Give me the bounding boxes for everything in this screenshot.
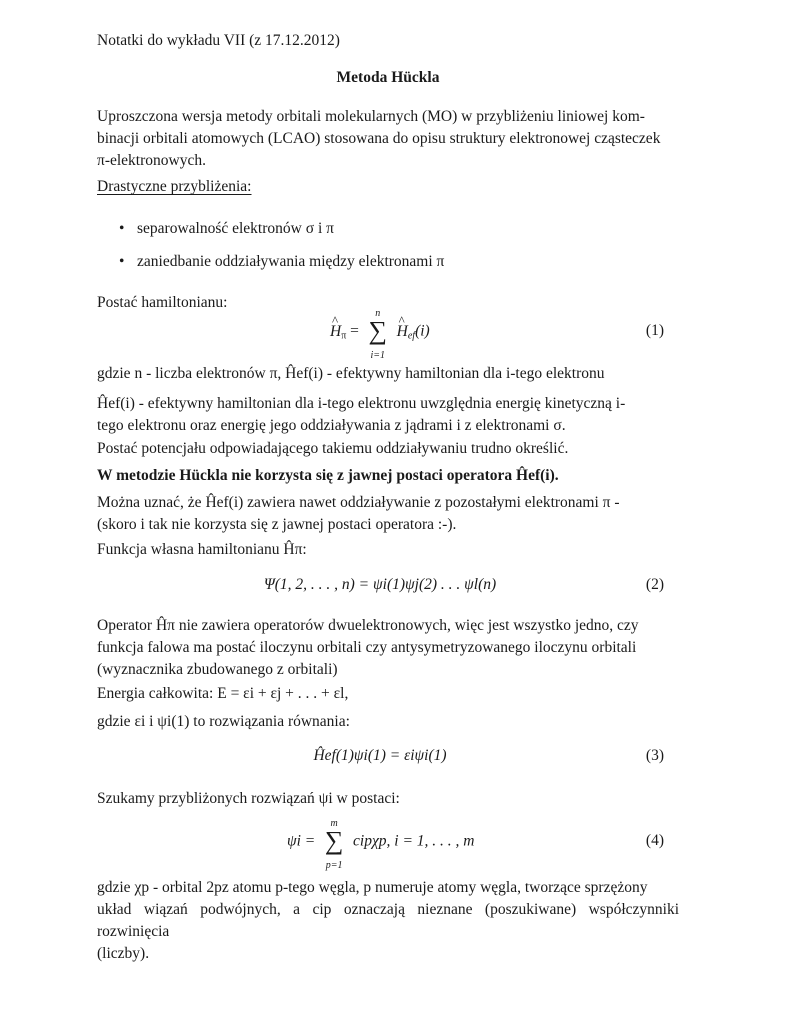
eq1-lhs: ^ H — [330, 321, 341, 343]
equation-4 — [287, 818, 475, 871]
approximations-heading: Drastyczne przybliżenia: — [97, 178, 252, 195]
lecture-header: Notatki do wykładu VII (z 17.12.2012) — [97, 32, 340, 49]
equation-4-number: (4) — [645, 832, 664, 849]
operator-note-line: (wyznacznika zbudowanego z orbitali) — [97, 661, 338, 678]
where-1: gdzie n - liczba elektronów π, Ĥef(i) - efektywny hamiltonian dla i-tego elektronu — [97, 365, 605, 382]
bullet-text: separowalność elektronów σ i π — [137, 220, 334, 237]
equation-3: Ĥef(1)ψi(1) = εiψi(1) — [313, 747, 447, 764]
sigma-icon: ∑ — [368, 316, 388, 345]
equation-3-number: (3) — [645, 747, 664, 764]
hamiltonian-label: Postać hamiltonianu: — [97, 294, 228, 311]
final-line: układ wiązań podwójnych, a cip oznaczają nieznane (poszukiwane) współczynniki rozwinięcia — [97, 901, 679, 940]
equation-1-number: (1) — [645, 322, 664, 339]
final-line: gdzie χp - orbital 2pz atomu p-tego węgla, p numeruje atomy węgla, tworzące sprzężony — [97, 879, 648, 896]
can-assume-paragraph — [97, 492, 679, 536]
intro-line: π-elektronowych. — [97, 152, 206, 169]
eq1-equals: = — [350, 322, 359, 340]
intro-line: binacji orbitali atomowych (LCAO) stosowana do opisu struktury elektronowej cząsteczek — [97, 130, 661, 147]
eq4-lhs: ψi = — [287, 832, 316, 850]
sum-lower-limit: i=1 — [370, 350, 386, 361]
intro-line: Uproszczona wersja metody orbitali molekularnych (MO) w przybliżeniu liniowej kom- — [97, 108, 645, 125]
final-paragraph — [97, 877, 679, 965]
operator-note-line: funkcja falowa ma postać iloczynu orbitali czy antysymetryzowanego iloczynu orbitali — [97, 639, 637, 656]
operator-note-line: Operator Ĥπ nie zawiera operatorów dwuelektronowych, więc jest wszystko jedno, czy — [97, 617, 639, 634]
search-label: Szukamy przybliżonych rozwiązań ψi w postaci: — [97, 790, 400, 807]
bold-statement: W metodzie Hückla nie korzysta się z jawnej postaci operatora Ĥef(i). — [97, 467, 559, 484]
sum-upper-limit: n — [375, 308, 381, 319]
sum-operator — [321, 818, 347, 871]
sum-lower-limit: p=1 — [325, 860, 343, 871]
sigma-icon: ∑ — [324, 826, 344, 855]
bullet-item — [119, 218, 334, 240]
eigenfunction-label: Funkcja własna hamiltonianu Ĥπ: — [97, 541, 307, 558]
bullet-icon: • — [119, 253, 125, 270]
bullet-item — [119, 251, 444, 273]
intro-paragraph — [97, 106, 679, 172]
where-2: gdzie εi i ψi(1) to rozwiązania równania: — [97, 713, 350, 730]
can-assume-line: Można uznać, że Ĥef(i) zawiera nawet oddziaływanie z pozostałymi elektronami π - — [97, 494, 620, 511]
equation-1 — [330, 308, 430, 361]
heff-description — [97, 393, 679, 437]
heff-line: tego elektronu oraz energię jego oddziaływania z jądrami i z elektronami σ. — [97, 417, 566, 434]
can-assume-line: (skoro i tak nie korzysta się z jawnej postaci operatora :-). — [97, 516, 457, 533]
sum-operator — [365, 308, 391, 361]
total-energy: Energia całkowita: E = εi + εj + . . . + εl, — [97, 685, 349, 702]
heff-line: Ĥef(i) - efektywny hamiltonian dla i-tego elektronu uwzględnia energię kinetyczną i- — [97, 395, 626, 412]
eq1-lhs-sub: π — [341, 330, 347, 342]
equation-2-number: (2) — [645, 576, 664, 593]
final-line: (liczby). — [97, 945, 150, 962]
eq1-term-sub: ef — [407, 330, 416, 342]
eq1-term-arg: (i) — [415, 322, 430, 340]
potential-note: Postać potencjału odpowiadającego takiemu oddziaływaniu trudno określić. — [97, 440, 569, 457]
equation-2: Ψ(1, 2, . . . , n) = ψi(1)ψj(2) . . . ψl(n) — [263, 576, 497, 593]
eq1-term: ^ H — [397, 321, 408, 343]
page-title: Metoda Hückla — [336, 69, 440, 86]
bullet-icon: • — [119, 220, 125, 237]
sum-upper-limit: m — [330, 818, 338, 829]
bullet-text: zaniedbanie oddziaływania między elektronami π — [137, 253, 445, 270]
eq4-term: cipχp, i = 1, . . . , m — [353, 832, 475, 850]
operator-note — [97, 615, 679, 681]
